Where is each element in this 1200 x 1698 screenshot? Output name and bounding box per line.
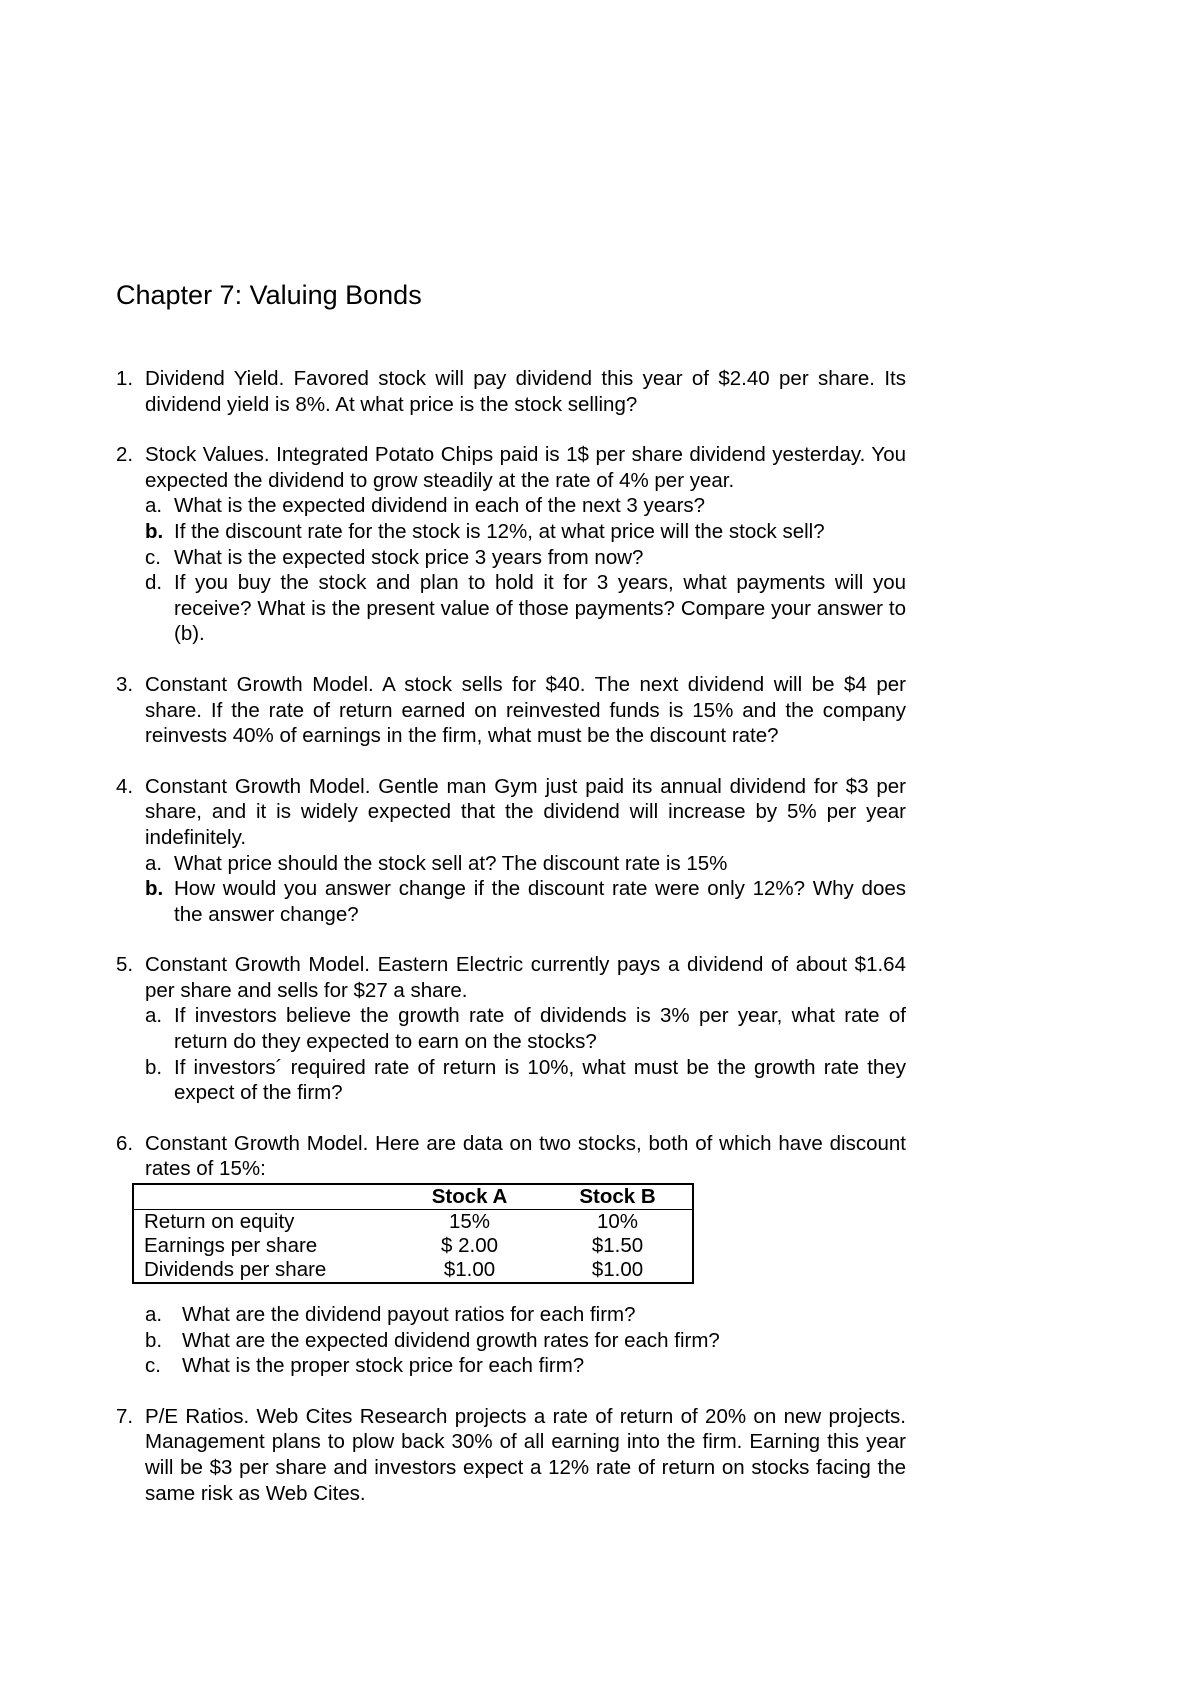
- table-cell: $ 2.00: [441, 1234, 498, 1258]
- sub-question: [145, 545, 906, 571]
- question-number: 7.: [116, 1404, 134, 1428]
- sub-question: [145, 519, 906, 545]
- question-5: [116, 952, 906, 1106]
- sub-question: [145, 1328, 906, 1354]
- page-title: Chapter 7: Valuing Bonds: [116, 280, 422, 310]
- sub-question-text: If the discount rate for the stock is 12%, at what price will the stock sell?: [174, 519, 825, 543]
- question-text: P/E Ratios. Web Cites Research projects a rate of return of 20% on new projects. Management plans to plow back 30% of all earning into the firm. Earning this year will be $3 per share and investors expect a 12% rate of return on stocks facing the same risk as Web Cites.: [145, 1404, 906, 1505]
- question-text: Stock Values. Integrated Potato Chips paid is 1$ per share dividend yesterday. You expected the dividend to grow steadily at the rate of 4% per year.: [145, 443, 906, 492]
- table-cell: $1.50: [591, 1234, 644, 1258]
- question-text: Constant Growth Model. Eastern Electric currently pays a dividend of about $1.64 per share and sells for $27 a share.: [145, 953, 906, 1002]
- table-row-label: Dividends per share: [144, 1258, 327, 1282]
- sub-question-marker: b.: [145, 1328, 163, 1352]
- table-cell: $1.00: [443, 1258, 496, 1282]
- sub-question-text: What are the dividend payout ratios for each firm?: [182, 1303, 636, 1327]
- question-2: [116, 442, 906, 647]
- sub-question: [145, 493, 906, 519]
- sub-question-text: What is the proper stock price for each firm?: [182, 1354, 585, 1378]
- sub-question-list: [145, 851, 906, 928]
- question-number: 6.: [116, 1131, 134, 1155]
- question-number: 5.: [116, 953, 134, 977]
- sub-question-text: If investors believe the growth rate of dividends is 3% per year, what rate of return do they expected to earn on the stocks?: [174, 1004, 906, 1054]
- question-text: Dividend Yield. Favored stock will pay dividend this year of $2.40 per share. Its dividend yield is 8%. At what price is the stock selling?: [145, 367, 906, 416]
- sub-question: [145, 1003, 906, 1054]
- sub-question: [145, 1055, 906, 1106]
- sub-question-text: What is the expected stock price 3 years from now?: [174, 545, 644, 569]
- question-list: [116, 366, 906, 1531]
- question-text: Constant Growth Model. Gentle man Gym just paid its annual dividend for $3 per share, and it is widely expected that the dividend will increase by 5% per year indefinitely.: [145, 774, 906, 849]
- question-1: [116, 366, 906, 417]
- sub-question-list: [145, 1302, 906, 1379]
- sub-question-marker: a.: [145, 1004, 163, 1028]
- sub-question-text: What price should the stock sell at? The discount rate is 15%: [174, 851, 728, 875]
- question-text: Constant Growth Model. A stock sells for $40. The next dividend will be $4 per share. If the rate of return earned on reinvested funds is 15% and the company reinvests 40% of earnings in the firm, what must be the discount rate?: [145, 672, 906, 748]
- question-number: 1.: [116, 367, 134, 390]
- sub-question-marker: d.: [145, 571, 163, 595]
- sub-question-marker: a.: [145, 851, 163, 875]
- sub-question-marker: c.: [145, 545, 161, 569]
- question-number: 3.: [116, 672, 134, 696]
- sub-question: [145, 570, 906, 647]
- table-header-cell: Stock A: [396, 1184, 543, 1210]
- sub-question-marker: c.: [145, 1354, 161, 1378]
- sub-question-text: How would you answer change if the discount rate were only 12%? Why does the answer change?: [174, 877, 906, 926]
- table-header-row: [133, 1184, 693, 1210]
- table-row: [133, 1258, 693, 1283]
- question-number: 2.: [116, 443, 134, 467]
- table-row-label: Return on equity: [144, 1210, 295, 1234]
- sub-question-text: If investors´ required rate of return is 10%, what must be the growth rate they expect of the firm?: [174, 1055, 906, 1105]
- table-header-cell: Stock B: [543, 1184, 693, 1210]
- sub-question: [145, 851, 906, 877]
- table-header-cell: [133, 1184, 396, 1210]
- sub-question-text: If you buy the stock and plan to hold it for 3 years, what payments will you receive? What is the present value of those payments? Compare your answer to (b).: [174, 571, 906, 646]
- table-row: [133, 1234, 693, 1258]
- question-text: Constant Growth Model. Here are data on two stocks, both of which have discount rates of 15%:: [145, 1131, 906, 1181]
- sub-question: [145, 1302, 906, 1328]
- question-6: [116, 1131, 906, 1379]
- table-row: [133, 1210, 693, 1235]
- sub-question-marker: b.: [145, 877, 164, 901]
- sub-question-marker: a.: [145, 1303, 163, 1327]
- question-number: 4.: [116, 774, 134, 798]
- sub-question-marker: a.: [145, 494, 163, 518]
- table-cell: $1.00: [591, 1258, 644, 1282]
- question-7: [116, 1404, 906, 1506]
- sub-question-text: What are the expected dividend growth rates for each firm?: [182, 1328, 720, 1352]
- table-cell: 10%: [596, 1210, 639, 1234]
- sub-question: [145, 1353, 906, 1379]
- sub-question-list: [145, 493, 906, 647]
- sub-question-marker: b.: [145, 1055, 163, 1079]
- sub-question-text: What is the expected dividend in each of the next 3 years?: [174, 494, 706, 518]
- sub-question-marker: b.: [145, 519, 164, 543]
- table-cell: 15%: [448, 1210, 491, 1234]
- sub-question: [145, 876, 906, 927]
- question-4: [116, 774, 906, 928]
- stock-data-table: [132, 1183, 694, 1284]
- table-row-label: Earnings per share: [144, 1234, 318, 1258]
- question-3: [116, 672, 906, 749]
- sub-question-list: [145, 1003, 906, 1105]
